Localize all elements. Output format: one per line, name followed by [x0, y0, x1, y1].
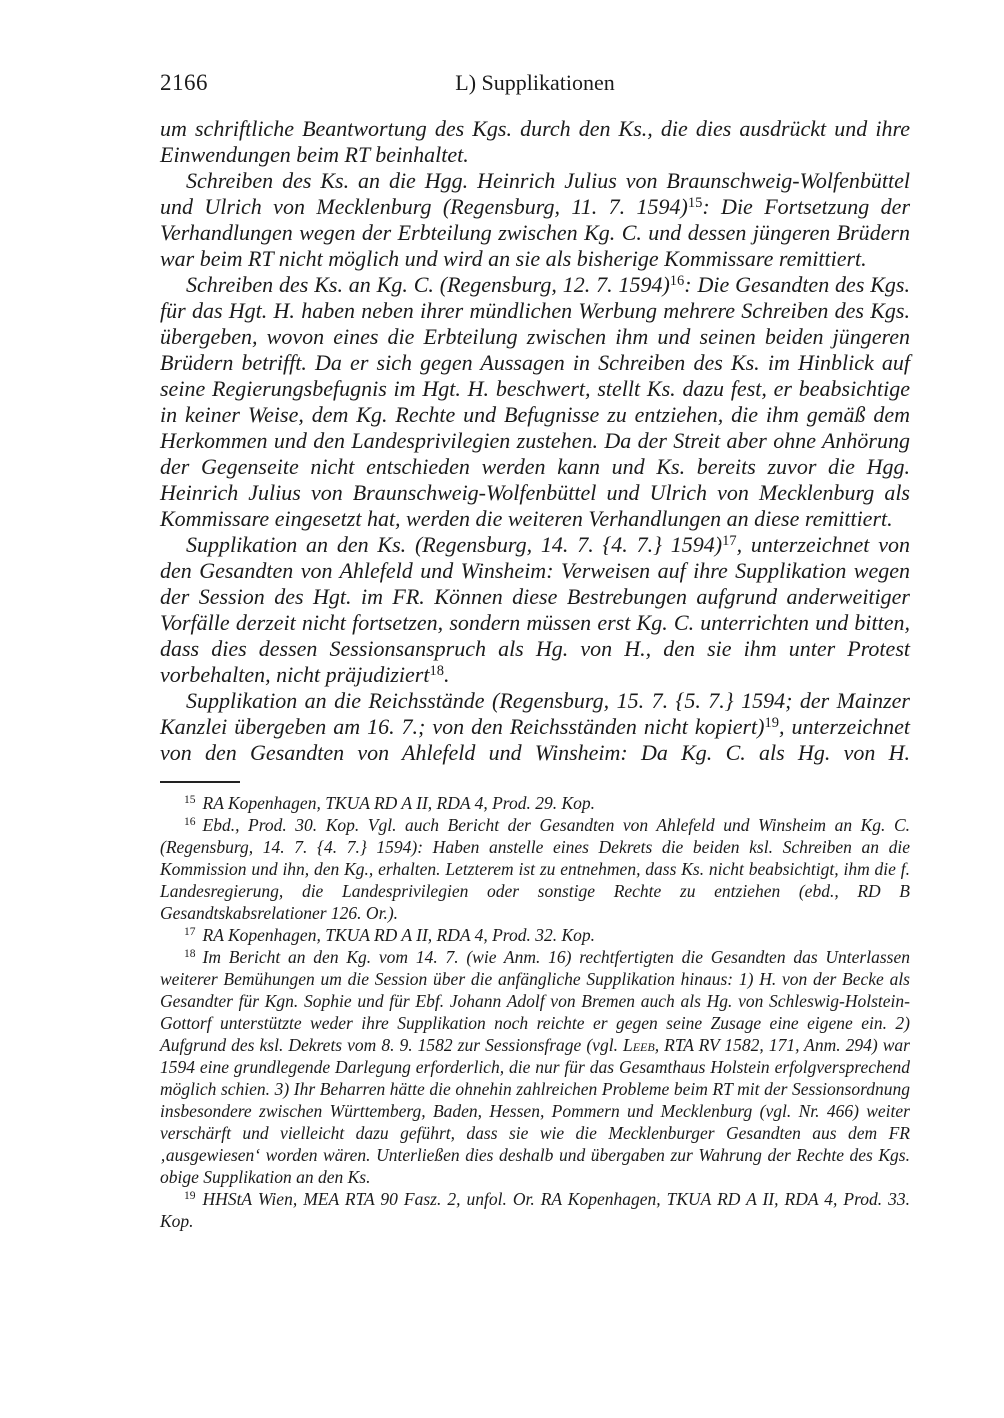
- body-paragraph: [160, 272, 910, 532]
- text-run: HHStA Wien, MEA RTA 90 Fasz. 2, unfol. Or. RA Kopenhagen, TKUA RD A II, RDA 4, Prod. 33. Kop.: [160, 1189, 910, 1231]
- footnote: [160, 1188, 910, 1232]
- text-run: , unterzeichnet von den Gesandten von Ahlefeld und Winsheim: Da Kg. C. als Hg. von H.: [160, 714, 910, 765]
- body-paragraph: [160, 116, 910, 168]
- text-run: um schriftliche Beantwortung des Kgs. durch den Ks., die dies ausdrückt und ihre Einwendungen beim RT beinhaltet.: [160, 116, 910, 167]
- text-block: [160, 70, 910, 1232]
- footnote: [160, 814, 910, 924]
- body-paragraph: [160, 688, 910, 766]
- footnote: [160, 924, 910, 946]
- small-caps-text: Leeb: [622, 1035, 655, 1055]
- body-text: [160, 116, 910, 766]
- text-run: , unterzeichnet von den Gesandten von Ahlefeld und Winsheim: Verweisen auf ihre Supplikation wegen der Session des Hgt. im FR. Können diese Bestrebungen aufgrund anderweitiger Vorfälle derzeit nicht fortsetzen, sondern müssen erst Kg. C. unterrichten und bitten, dass dies dessen Sessionsanspruch als Hg. von H., den sie ihm unter Protest vorbehalten, nicht präjudiziert: [160, 532, 910, 687]
- footnote-number: 16: [184, 816, 196, 829]
- footnote-number: 18: [184, 948, 196, 961]
- text-run: Ebd., Prod. 30. Kop. Vgl. auch Bericht der Gesandten von Ahlefeld und Winsheim an Kg. C. (Regensburg, 14. 7. {4. 7.} 1594): Haben anstelle eines Dekrets die beiden ksl. Schreiben an die Kommission und ihn, den Kg., erhalten. Letzterem ist zu entnehmen, dass Ks. nicht beabsichtigt, ihm die f. Landesregierung, die Landesprivilegien oder sonstige Rechte zu entziehen (ebd., RD B Gesandtskabsrelationer 126. Or.).: [160, 815, 910, 923]
- footnote-ref: 17: [722, 532, 737, 549]
- text-run: RA Kopenhagen, TKUA RD A II, RDA 4, Prod. 29. Kop.: [202, 793, 595, 813]
- footnote-number: 17: [184, 926, 196, 939]
- text-run: .: [443, 662, 450, 687]
- text-run: Supplikation an den Ks. (Regensburg, 14. 7. {4. 7.} 1594): [186, 532, 723, 557]
- text-run: : Die Gesandten des Kgs. für das Hgt. H. haben neben ihrer mündlichen Werbung mehrere Schreiben des Kgs. übergeben, wovon eines die Erbteilung zwischen ihm und seinen beiden jüngeren Brüdern betrifft. Da er sich gegen Aussagen in Schreiben des Ks. im Hinblick auf seine Regierungsbefugnis im Hgt. H. beschwert, stellt Ks. dazu fest, er beabsichtige in keiner Weise, dem Kg. Rechte und Befugnisse zu entziehen, die ihm gemäß dem Herkommen und den Landesprivilegien zustehen. Da der Streit aber ohne Anhörung der Gegenseite nicht entschieden werden kann und Ks. bereits zuvor die Hgg. Heinrich Julius von Braunschweig-Wolfenbüttel und Ulrich von Mecklenburg als Kommissare eingesetzt hat, werden die weiteren Verhandlungen an diese remittiert.: [160, 272, 910, 531]
- text-run: : Die Fortsetzung der Verhandlungen wegen der Erbteilung zwischen Kg. C. und dessen jüngeren Brüdern war beim RT nicht möglich und wird an sie als bisherige Kommissare remittiert.: [160, 194, 910, 271]
- page-number: 2166: [160, 70, 208, 95]
- running-head: L) Supplikationen: [455, 70, 615, 95]
- footnote-ref: 16: [669, 272, 685, 289]
- footnote: [160, 792, 910, 814]
- footnote: [160, 946, 910, 1188]
- footnote-ref: 19: [764, 714, 779, 731]
- text-run: RA Kopenhagen, TKUA RD A II, RDA 4, Prod. 32. Kop.: [202, 925, 595, 945]
- text-run: Supplikation an die Reichsstände (Regensburg, 15. 7. {5. 7.} 1594; der Mainzer Kanzlei übergeben am 16. 7.; von den Reichsständen nicht kopiert): [160, 688, 910, 739]
- footnote-ref: 15: [687, 194, 703, 211]
- text-run: Schreiben des Ks. an die Hgg. Heinrich Julius von Braunschweig-Wolfenbüttel und Ulrich von Mecklenburg (Regensburg, 11. 7. 1594): [160, 168, 910, 219]
- body-paragraph: [160, 168, 910, 272]
- footnote-separator: [160, 781, 240, 783]
- page-header: [160, 70, 910, 100]
- text-run: Schreiben des Ks. an Kg. C. (Regensburg, 12. 7. 1594): [186, 272, 670, 297]
- footnotes: [160, 792, 910, 1232]
- text-run: Im Bericht an den Kg. vom 14. 7. (wie Anm. 16) rechtfertigten die Gesandten das Unterlassen weiterer Bemühungen um die Session über die anfängliche Supplikation hinaus: 1) H. von der Becke als Gesandter für Kgn. Sophie und für Ebf. Johann Adolf von Bremen auch als Hg. von Schleswig-Holstein-Gottorf unterstützte weder ihre Supplikation noch reichte er gegen seine Zusage eine eigene ein. 2) Aufgrund des ksl. Dekrets vom 8. 9. 1582 zur Sessionsfrage (vgl.: [160, 947, 910, 1055]
- text-run: , RTA RV 1582, 171, Anm. 294) war 1594 eine grundlegende Darlegung erforderlich, die nur für das Gesamthaus Holstein erfolgversprechend möglich schien. 3) Ihr Beharren hätte die ohnehin zahlreichen Probleme beim RT mit der Sessionsordnung insbesondere zwischen Württemberg, Baden, Hessen, Pommern und Mecklenburg (vgl. Nr. 466) weiter verschärft und vielleicht dazu geführt, dass sie wie die Mecklenburger Gesandten aus dem FR ‚ausgewiesen‘ worden wären. Unterließen dies deshalb und übergaben zur Wahrung der Rechte des Kgs. obige Supplikation an den Ks.: [160, 1035, 910, 1187]
- body-paragraph: [160, 532, 910, 688]
- footnote-number: 15: [184, 794, 196, 807]
- footnote-ref: 18: [429, 662, 444, 679]
- footnote-number: 19: [184, 1190, 196, 1203]
